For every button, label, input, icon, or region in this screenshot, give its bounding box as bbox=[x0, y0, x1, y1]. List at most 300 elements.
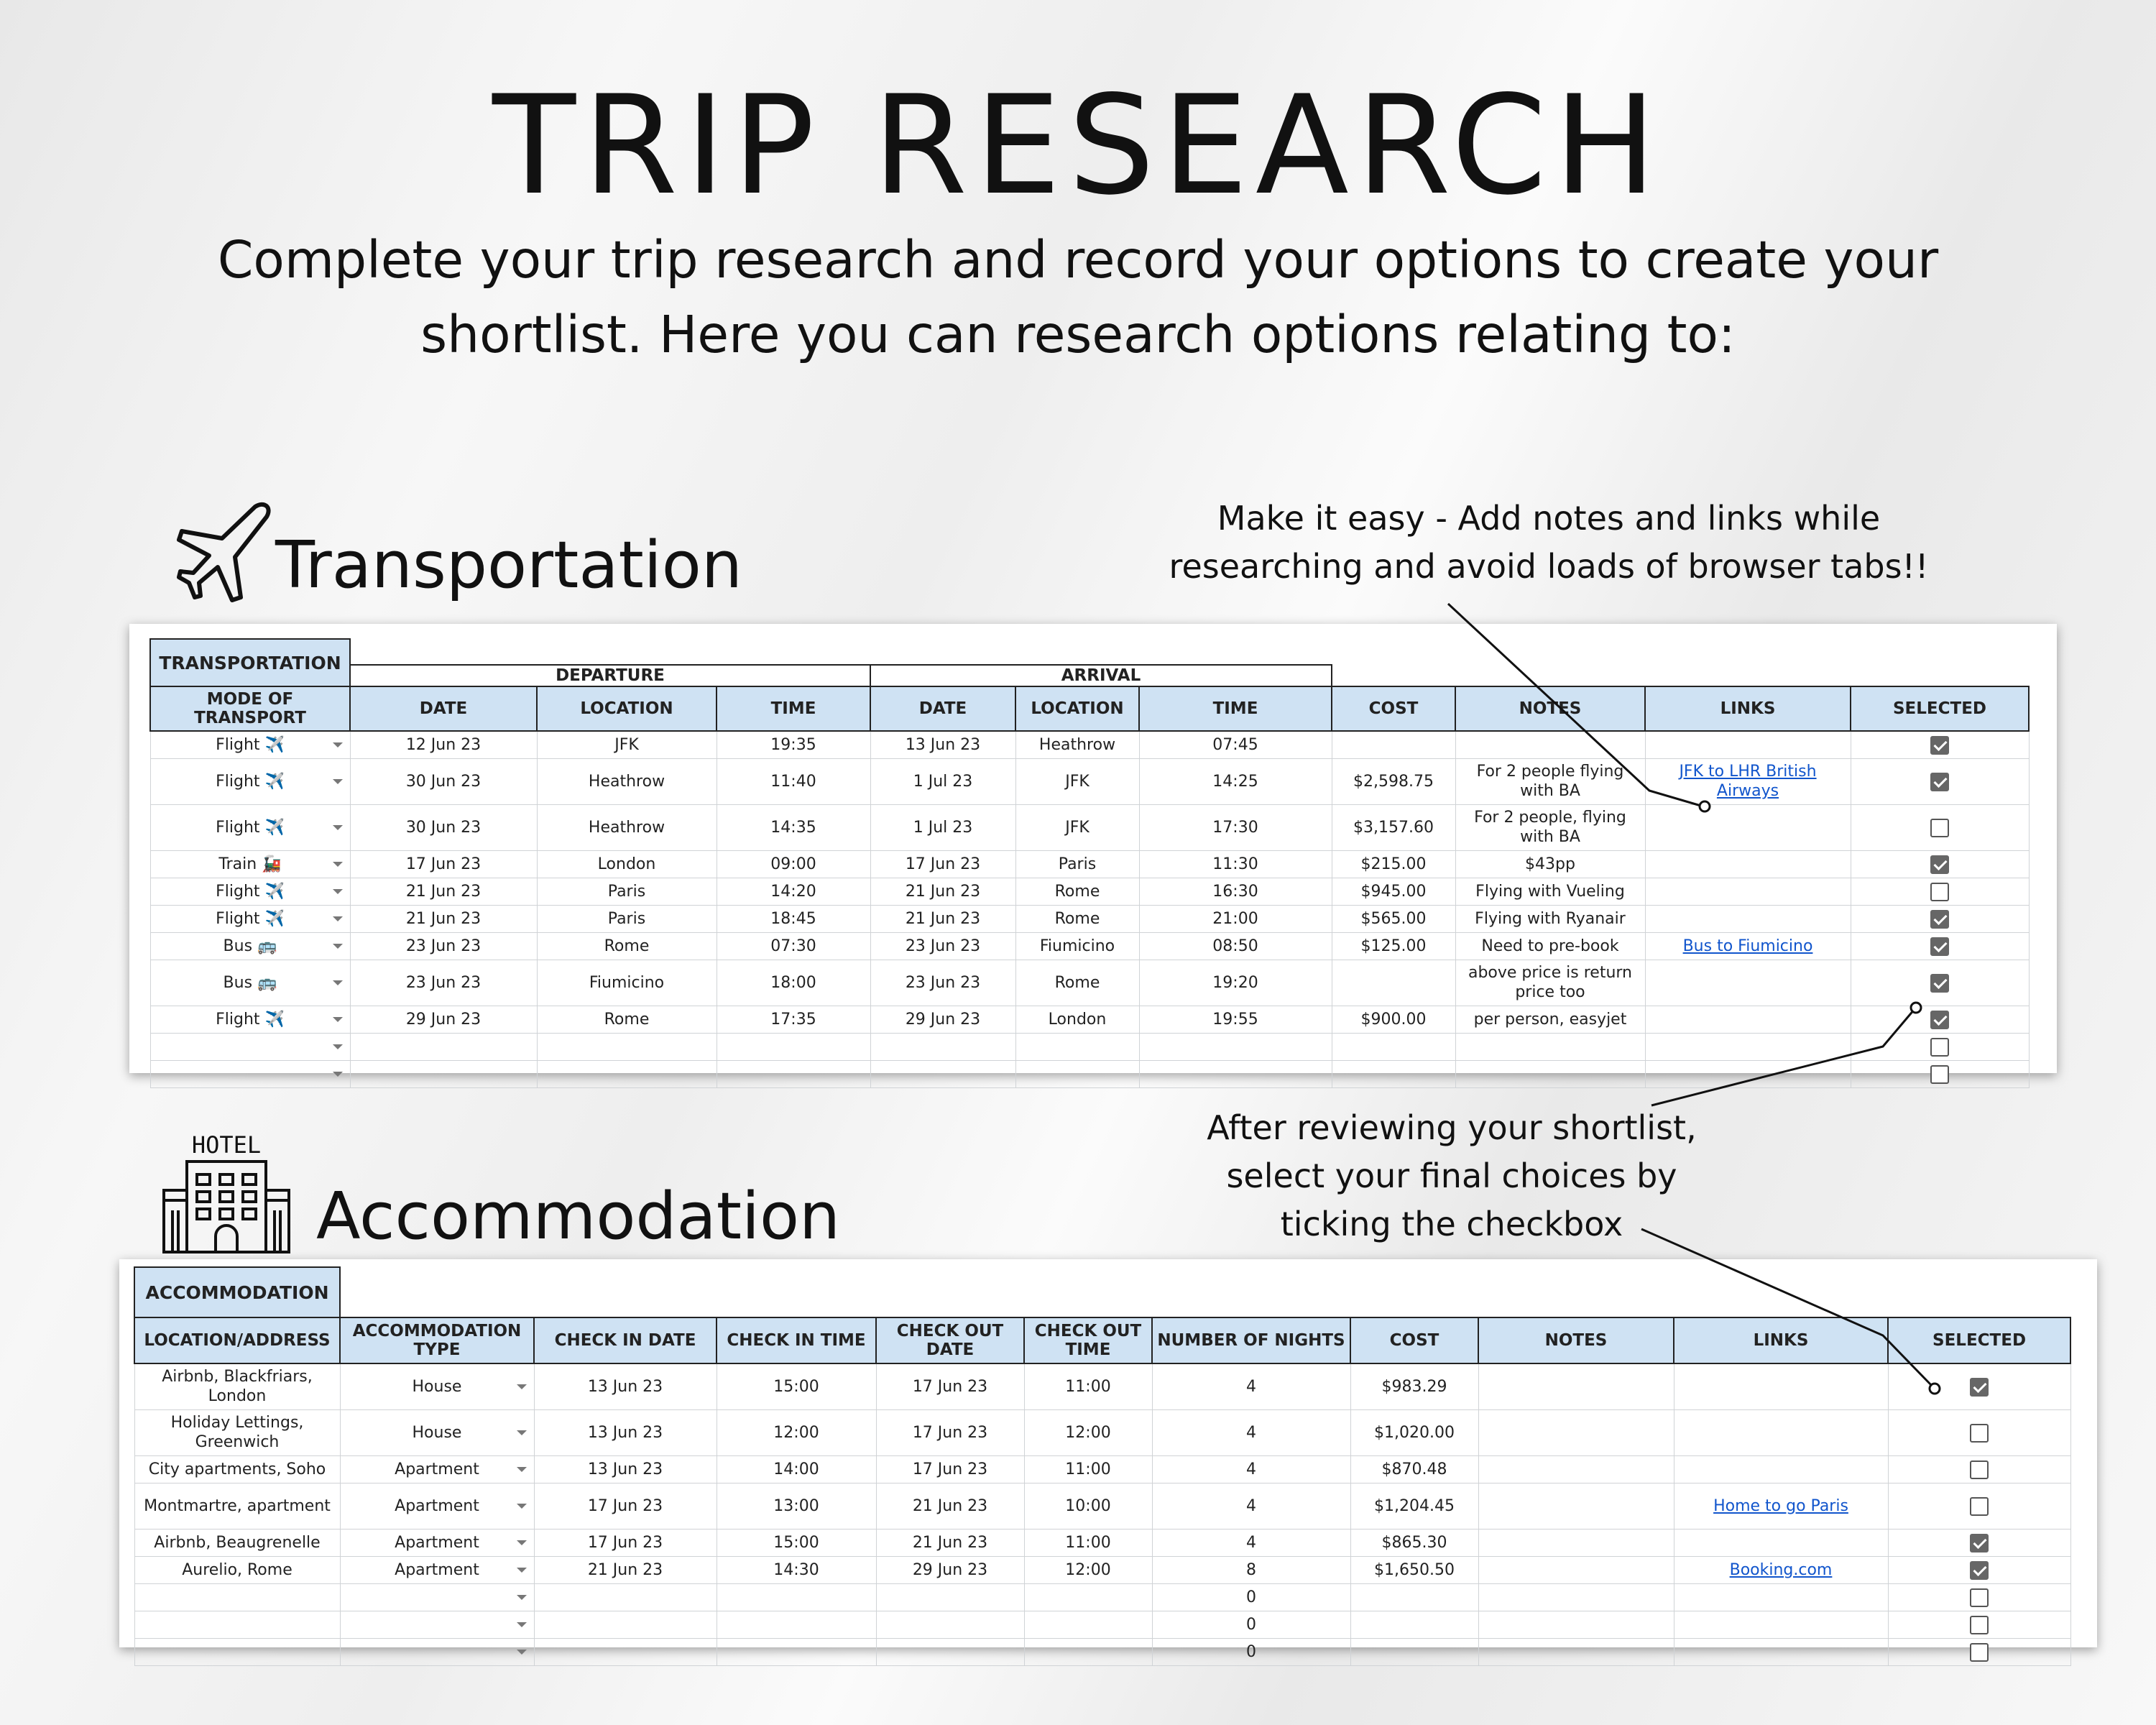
location-cell[interactable] bbox=[134, 1638, 340, 1665]
transportation-table bbox=[149, 638, 2030, 1088]
check-out-time-cell[interactable] bbox=[1024, 1638, 1152, 1665]
cost-cell[interactable] bbox=[1332, 960, 1455, 1006]
column-header: COST bbox=[1350, 1317, 1478, 1363]
departure-location-cell[interactable]: Paris bbox=[537, 905, 717, 932]
departure-time-cell[interactable]: 17:35 bbox=[717, 1006, 870, 1033]
selected-cell[interactable] bbox=[1888, 1556, 2070, 1583]
departure-location-cell[interactable] bbox=[537, 1033, 717, 1060]
cost-cell[interactable]: $900.00 bbox=[1332, 1006, 1455, 1033]
check-in-date-cell[interactable]: 13 Jun 23 bbox=[534, 1409, 717, 1455]
selected-checkbox[interactable] bbox=[1970, 1616, 1989, 1634]
departure-time-cell[interactable]: 07:30 bbox=[717, 932, 870, 960]
chevron-down-icon[interactable] bbox=[333, 1044, 343, 1049]
cost-cell[interactable]: $865.30 bbox=[1350, 1529, 1478, 1556]
chevron-down-icon[interactable] bbox=[517, 1384, 527, 1389]
departure-time-cell[interactable]: 18:00 bbox=[717, 960, 870, 1006]
table-row bbox=[134, 1529, 2070, 1556]
notes-cell[interactable] bbox=[1478, 1483, 1674, 1529]
column-header: NUMBER OF NIGHTS bbox=[1152, 1317, 1350, 1363]
type-cell[interactable] bbox=[340, 1529, 534, 1556]
mode-cell[interactable] bbox=[150, 960, 350, 1006]
arrival-location-cell[interactable]: Heathrow bbox=[1015, 731, 1139, 758]
check-in-time-cell[interactable]: 15:00 bbox=[717, 1363, 876, 1409]
nights-cell: 0 bbox=[1152, 1611, 1350, 1638]
check-out-time-cell[interactable]: 11:00 bbox=[1024, 1455, 1152, 1483]
notes-cell[interactable]: Flying with Vueling bbox=[1455, 878, 1645, 905]
links-cell[interactable] bbox=[1645, 1033, 1851, 1060]
accommodation-section-title: Accommodation bbox=[316, 1179, 841, 1254]
mode-cell[interactable] bbox=[150, 804, 350, 850]
type-cell[interactable] bbox=[340, 1611, 534, 1638]
arrival-location-cell[interactable]: London bbox=[1015, 1006, 1139, 1033]
mode-value: Bus 🚌 bbox=[223, 937, 277, 955]
selected-cell[interactable] bbox=[1851, 1006, 2029, 1033]
selected-checkbox[interactable] bbox=[1930, 855, 1949, 874]
arrival-date-cell[interactable]: 1 Jul 23 bbox=[870, 804, 1015, 850]
selected-cell[interactable] bbox=[1851, 932, 2029, 960]
selected-cell[interactable] bbox=[1851, 960, 2029, 1006]
departure-location-cell[interactable]: JFK bbox=[537, 731, 717, 758]
links-cell[interactable] bbox=[1674, 1529, 1888, 1556]
departure-location-cell[interactable]: Heathrow bbox=[537, 758, 717, 804]
departure-time-cell[interactable]: 14:20 bbox=[717, 878, 870, 905]
selected-cell[interactable] bbox=[1851, 878, 2029, 905]
mode-cell[interactable] bbox=[150, 1060, 350, 1087]
selected-checkbox[interactable] bbox=[1930, 1065, 1949, 1084]
column-header: DATE bbox=[350, 686, 537, 731]
departure-location-cell[interactable]: Heathrow bbox=[537, 804, 717, 850]
arrival-location-cell[interactable]: JFK bbox=[1015, 758, 1139, 804]
notes-cell[interactable] bbox=[1455, 731, 1645, 758]
arrival-date-cell[interactable] bbox=[870, 1033, 1015, 1060]
accommodation-table bbox=[134, 1266, 2071, 1666]
arrival-time-cell[interactable]: 19:55 bbox=[1139, 1006, 1332, 1033]
column-header: CHECK OUT TIME bbox=[1024, 1317, 1152, 1363]
check-in-time-cell[interactable]: 14:00 bbox=[717, 1455, 876, 1483]
link[interactable]: Home to go Paris bbox=[1713, 1496, 1848, 1515]
chevron-down-icon[interactable] bbox=[333, 779, 343, 784]
chevron-down-icon[interactable] bbox=[333, 862, 343, 867]
notes-cell[interactable]: Need to pre-book bbox=[1455, 932, 1645, 960]
selected-checkbox[interactable] bbox=[1970, 1460, 1989, 1479]
transportation-sheet bbox=[129, 624, 2057, 1073]
column-header: LOCATION bbox=[1015, 686, 1139, 731]
selected-cell[interactable] bbox=[1888, 1611, 2070, 1638]
check-in-date-cell[interactable]: 21 Jun 23 bbox=[534, 1556, 717, 1583]
check-in-date-cell[interactable]: 17 Jun 23 bbox=[534, 1483, 717, 1529]
selected-cell[interactable] bbox=[1851, 758, 2029, 804]
callout-line: researching and avoid loads of browser tabs!! bbox=[1169, 547, 1929, 586]
departure-time-cell[interactable]: 19:35 bbox=[717, 731, 870, 758]
departure-date-cell[interactable] bbox=[350, 1033, 537, 1060]
mode-cell[interactable] bbox=[150, 1033, 350, 1060]
cost-cell[interactable]: $945.00 bbox=[1332, 878, 1455, 905]
arrival-date-cell[interactable]: 21 Jun 23 bbox=[870, 878, 1015, 905]
cost-cell[interactable]: $125.00 bbox=[1332, 932, 1455, 960]
selected-cell[interactable] bbox=[1888, 1583, 2070, 1611]
selected-cell[interactable] bbox=[1888, 1409, 2070, 1455]
check-in-date-cell[interactable]: 13 Jun 23 bbox=[534, 1455, 717, 1483]
links-cell[interactable] bbox=[1674, 1638, 1888, 1665]
selected-cell[interactable] bbox=[1851, 905, 2029, 932]
selected-cell[interactable] bbox=[1888, 1638, 2070, 1665]
transportation-label: TRANSPORTATION bbox=[150, 639, 350, 686]
departure-time-cell[interactable]: 18:45 bbox=[717, 905, 870, 932]
column-header: LINKS bbox=[1645, 686, 1851, 731]
cost-cell[interactable]: $1,020.00 bbox=[1350, 1409, 1478, 1455]
arrival-date-cell[interactable]: 21 Jun 23 bbox=[870, 905, 1015, 932]
arrival-time-cell[interactable] bbox=[1139, 1060, 1332, 1087]
chevron-down-icon[interactable] bbox=[517, 1595, 527, 1600]
chevron-down-icon[interactable] bbox=[517, 1622, 527, 1627]
chevron-down-icon[interactable] bbox=[517, 1430, 527, 1435]
column-header: ACCOMMODATION TYPE bbox=[340, 1317, 534, 1363]
cost-cell[interactable] bbox=[1332, 1033, 1455, 1060]
chevron-down-icon[interactable] bbox=[333, 916, 343, 921]
selected-checkbox[interactable] bbox=[1970, 1378, 1989, 1397]
links-cell[interactable] bbox=[1674, 1363, 1888, 1409]
type-cell[interactable] bbox=[340, 1556, 534, 1583]
arrival-location-cell[interactable]: Rome bbox=[1015, 878, 1139, 905]
notes-cell[interactable] bbox=[1478, 1363, 1674, 1409]
check-out-time-cell[interactable] bbox=[1024, 1583, 1152, 1611]
mode-cell[interactable] bbox=[150, 878, 350, 905]
check-out-date-cell[interactable]: 17 Jun 23 bbox=[876, 1455, 1024, 1483]
selected-checkbox[interactable] bbox=[1930, 1011, 1949, 1029]
notes-cell[interactable]: For 2 people, flying with BA bbox=[1455, 804, 1645, 850]
chevron-down-icon[interactable] bbox=[333, 825, 343, 830]
links-cell[interactable] bbox=[1645, 1060, 1851, 1087]
check-in-date-cell[interactable]: 17 Jun 23 bbox=[534, 1529, 717, 1556]
type-cell[interactable] bbox=[340, 1455, 534, 1483]
table-row bbox=[150, 731, 2029, 758]
departure-location-cell[interactable]: Rome bbox=[537, 932, 717, 960]
arrival-date-cell[interactable]: 1 Jul 23 bbox=[870, 758, 1015, 804]
location-cell[interactable]: Airbnb, Beaugrenelle bbox=[134, 1529, 340, 1556]
cost-cell[interactable] bbox=[1350, 1611, 1478, 1638]
check-out-date-cell[interactable]: 17 Jun 23 bbox=[876, 1409, 1024, 1455]
departure-time-cell[interactable]: 11:40 bbox=[717, 758, 870, 804]
cost-cell[interactable]: $3,157.60 bbox=[1332, 804, 1455, 850]
mode-cell[interactable] bbox=[150, 731, 350, 758]
chevron-down-icon[interactable] bbox=[333, 889, 343, 894]
check-out-time-cell[interactable]: 12:00 bbox=[1024, 1556, 1152, 1583]
mode-cell[interactable] bbox=[150, 850, 350, 878]
departure-location-cell[interactable]: Fiumicino bbox=[537, 960, 717, 1006]
cost-cell[interactable]: $1,204.45 bbox=[1350, 1483, 1478, 1529]
selected-cell[interactable] bbox=[1851, 804, 2029, 850]
links-cell[interactable] bbox=[1674, 1556, 1888, 1583]
accommodation-label: ACCOMMODATION bbox=[134, 1267, 340, 1317]
departure-time-cell[interactable]: 14:35 bbox=[717, 804, 870, 850]
selected-cell[interactable] bbox=[1851, 731, 2029, 758]
arrival-location-cell[interactable] bbox=[1015, 1033, 1139, 1060]
selected-cell[interactable] bbox=[1851, 850, 2029, 878]
notes-cell[interactable] bbox=[1478, 1455, 1674, 1483]
table-row bbox=[134, 1455, 2070, 1483]
links-cell[interactable] bbox=[1645, 878, 1851, 905]
departure-location-cell[interactable]: London bbox=[537, 850, 717, 878]
location-cell[interactable]: City apartments, Soho bbox=[134, 1455, 340, 1483]
selected-cell[interactable] bbox=[1888, 1455, 2070, 1483]
departure-location-cell[interactable] bbox=[537, 1060, 717, 1087]
check-in-time-cell[interactable]: 15:00 bbox=[717, 1529, 876, 1556]
departure-date-cell[interactable]: 17 Jun 23 bbox=[350, 850, 537, 878]
arrival-time-cell[interactable] bbox=[1139, 1033, 1332, 1060]
arrival-location-cell[interactable]: Rome bbox=[1015, 960, 1139, 1006]
departure-date-cell[interactable]: 12 Jun 23 bbox=[350, 731, 537, 758]
check-out-time-cell[interactable]: 12:00 bbox=[1024, 1409, 1152, 1455]
nights-cell: 0 bbox=[1152, 1638, 1350, 1665]
arrival-location-cell[interactable] bbox=[1015, 1060, 1139, 1087]
check-out-time-cell[interactable] bbox=[1024, 1611, 1152, 1638]
selected-cell[interactable] bbox=[1851, 1033, 2029, 1060]
location-cell[interactable] bbox=[134, 1611, 340, 1638]
hotel-icon bbox=[158, 1131, 295, 1254]
links-cell[interactable] bbox=[1645, 850, 1851, 878]
notes-cell[interactable]: per person, easyjet bbox=[1455, 1006, 1645, 1033]
arrival-date-cell[interactable]: 29 Jun 23 bbox=[870, 1006, 1015, 1033]
selected-checkbox[interactable] bbox=[1930, 883, 1949, 901]
check-in-time-cell[interactable] bbox=[717, 1638, 876, 1665]
notes-cell[interactable] bbox=[1478, 1529, 1674, 1556]
links-cell[interactable] bbox=[1645, 932, 1851, 960]
chevron-down-icon[interactable] bbox=[517, 1467, 527, 1472]
arrival-time-cell[interactable]: 14:25 bbox=[1139, 758, 1332, 804]
mode-value: Flight ✈️ bbox=[216, 735, 285, 754]
mode-value: Flight ✈️ bbox=[216, 882, 285, 901]
check-in-date-cell[interactable]: 13 Jun 23 bbox=[534, 1363, 717, 1409]
type-value: Apartment bbox=[395, 1560, 479, 1579]
departure-location-cell[interactable]: Rome bbox=[537, 1006, 717, 1033]
departure-date-cell[interactable]: 30 Jun 23 bbox=[350, 804, 537, 850]
arrival-date-cell[interactable]: 23 Jun 23 bbox=[870, 960, 1015, 1006]
departure-date-cell[interactable]: 29 Jun 23 bbox=[350, 1006, 537, 1033]
chevron-down-icon[interactable] bbox=[333, 1017, 343, 1022]
arrival-time-cell[interactable]: 11:30 bbox=[1139, 850, 1332, 878]
arrival-date-cell[interactable]: 23 Jun 23 bbox=[870, 932, 1015, 960]
arrival-location-cell[interactable]: Fiumicino bbox=[1015, 932, 1139, 960]
check-in-time-cell[interactable] bbox=[717, 1611, 876, 1638]
check-in-date-cell[interactable] bbox=[534, 1638, 717, 1665]
check-out-date-cell[interactable] bbox=[876, 1583, 1024, 1611]
selected-checkbox[interactable] bbox=[1970, 1643, 1989, 1662]
links-cell[interactable] bbox=[1674, 1583, 1888, 1611]
links-cell[interactable] bbox=[1645, 804, 1851, 850]
departure-time-cell[interactable] bbox=[717, 1033, 870, 1060]
cost-cell[interactable]: $983.29 bbox=[1350, 1363, 1478, 1409]
links-cell[interactable] bbox=[1645, 905, 1851, 932]
arrival-location-cell[interactable]: JFK bbox=[1015, 804, 1139, 850]
arrival-time-cell[interactable]: 17:30 bbox=[1139, 804, 1332, 850]
notes-cell[interactable] bbox=[1455, 1033, 1645, 1060]
type-cell[interactable] bbox=[340, 1638, 534, 1665]
links-cell[interactable] bbox=[1645, 960, 1851, 1006]
selected-checkbox[interactable] bbox=[1970, 1561, 1989, 1580]
selected-checkbox[interactable] bbox=[1970, 1424, 1989, 1443]
cost-cell[interactable]: $2,598.75 bbox=[1332, 758, 1455, 804]
mode-cell[interactable] bbox=[150, 932, 350, 960]
chevron-down-icon[interactable] bbox=[517, 1568, 527, 1573]
chevron-down-icon[interactable] bbox=[333, 944, 343, 949]
notes-cell[interactable]: For 2 people flying with BA bbox=[1455, 758, 1645, 804]
departure-date-cell[interactable]: 30 Jun 23 bbox=[350, 758, 537, 804]
type-cell[interactable] bbox=[340, 1363, 534, 1409]
arrival-time-cell[interactable]: 08:50 bbox=[1139, 932, 1332, 960]
chevron-down-icon[interactable] bbox=[333, 742, 343, 748]
location-cell[interactable]: Holiday Lettings, Greenwich bbox=[134, 1409, 340, 1455]
departure-time-cell[interactable]: 09:00 bbox=[717, 850, 870, 878]
mode-cell[interactable] bbox=[150, 905, 350, 932]
select-callout bbox=[1150, 1104, 1754, 1248]
link[interactable]: Booking.com bbox=[1729, 1560, 1833, 1579]
arrival-date-cell[interactable]: 17 Jun 23 bbox=[870, 850, 1015, 878]
location-cell[interactable]: Aurelio, Rome bbox=[134, 1556, 340, 1583]
arrival-location-cell[interactable]: Paris bbox=[1015, 850, 1139, 878]
airplane-icon bbox=[175, 500, 275, 604]
check-in-time-cell[interactable]: 12:00 bbox=[717, 1409, 876, 1455]
cost-cell[interactable] bbox=[1350, 1583, 1478, 1611]
chevron-down-icon[interactable] bbox=[517, 1504, 527, 1509]
arrival-time-cell[interactable]: 16:30 bbox=[1139, 878, 1332, 905]
selected-checkbox[interactable] bbox=[1970, 1497, 1989, 1516]
chevron-down-icon[interactable] bbox=[517, 1650, 527, 1655]
selected-checkbox[interactable] bbox=[1970, 1534, 1989, 1552]
check-out-time-cell[interactable]: 11:00 bbox=[1024, 1529, 1152, 1556]
column-header: NOTES bbox=[1478, 1317, 1674, 1363]
check-in-time-cell[interactable]: 14:30 bbox=[717, 1556, 876, 1583]
check-out-date-cell[interactable]: 21 Jun 23 bbox=[876, 1483, 1024, 1529]
cost-cell[interactable]: $565.00 bbox=[1332, 905, 1455, 932]
notes-cell[interactable]: above price is return price too bbox=[1455, 960, 1645, 1006]
selected-checkbox[interactable] bbox=[1930, 910, 1949, 929]
departure-date-cell[interactable]: 21 Jun 23 bbox=[350, 878, 537, 905]
cost-cell[interactable]: $215.00 bbox=[1332, 850, 1455, 878]
column-header: LOCATION/ADDRESS bbox=[134, 1317, 340, 1363]
selected-cell[interactable] bbox=[1888, 1483, 2070, 1529]
links-cell[interactable] bbox=[1645, 1006, 1851, 1033]
table-row bbox=[150, 1060, 2029, 1087]
mode-cell[interactable] bbox=[150, 1006, 350, 1033]
cost-cell[interactable] bbox=[1350, 1638, 1478, 1665]
notes-cell[interactable] bbox=[1478, 1409, 1674, 1455]
cost-cell[interactable]: $1,650.50 bbox=[1350, 1556, 1478, 1583]
notes-cell[interactable] bbox=[1455, 1060, 1645, 1087]
type-cell[interactable] bbox=[340, 1409, 534, 1455]
notes-cell[interactable] bbox=[1478, 1638, 1674, 1665]
links-cell[interactable] bbox=[1674, 1455, 1888, 1483]
departure-time-cell[interactable] bbox=[717, 1060, 870, 1087]
arrival-time-cell[interactable]: 21:00 bbox=[1139, 905, 1332, 932]
departure-date-cell[interactable]: 23 Jun 23 bbox=[350, 932, 537, 960]
selected-checkbox[interactable] bbox=[1930, 1038, 1949, 1057]
type-cell[interactable] bbox=[340, 1483, 534, 1529]
column-header: TIME bbox=[1139, 686, 1332, 731]
check-out-date-cell[interactable]: 21 Jun 23 bbox=[876, 1529, 1024, 1556]
mode-cell[interactable] bbox=[150, 758, 350, 804]
callout-line: ticking the checkbox bbox=[1280, 1205, 1623, 1243]
mode-value: Bus 🚌 bbox=[223, 973, 277, 992]
check-in-date-cell[interactable] bbox=[534, 1611, 717, 1638]
location-cell[interactable] bbox=[134, 1583, 340, 1611]
nights-cell: 4 bbox=[1152, 1455, 1350, 1483]
link[interactable]: Bus to Fiumicino bbox=[1682, 937, 1813, 955]
arrival-group-header: ARRIVAL bbox=[870, 665, 1332, 686]
check-out-time-cell[interactable]: 11:00 bbox=[1024, 1363, 1152, 1409]
chevron-down-icon[interactable] bbox=[333, 980, 343, 985]
chevron-down-icon[interactable] bbox=[333, 1072, 343, 1077]
check-in-time-cell[interactable] bbox=[717, 1583, 876, 1611]
cost-cell[interactable] bbox=[1332, 1060, 1455, 1087]
check-out-date-cell[interactable] bbox=[876, 1638, 1024, 1665]
notes-cell[interactable]: Flying with Ryanair bbox=[1455, 905, 1645, 932]
type-cell[interactable] bbox=[340, 1583, 534, 1611]
links-cell[interactable] bbox=[1645, 731, 1851, 758]
check-out-date-cell[interactable]: 29 Jun 23 bbox=[876, 1556, 1024, 1583]
cost-cell[interactable] bbox=[1332, 731, 1455, 758]
notes-cell[interactable] bbox=[1478, 1611, 1674, 1638]
links-cell[interactable] bbox=[1674, 1611, 1888, 1638]
arrival-location-cell[interactable]: Rome bbox=[1015, 905, 1139, 932]
links-cell[interactable] bbox=[1674, 1409, 1888, 1455]
notes-cell[interactable] bbox=[1478, 1556, 1674, 1583]
check-in-time-cell[interactable]: 13:00 bbox=[717, 1483, 876, 1529]
check-out-date-cell[interactable] bbox=[876, 1611, 1024, 1638]
chevron-down-icon[interactable] bbox=[517, 1540, 527, 1545]
table-row bbox=[150, 878, 2029, 905]
column-header: CHECK IN DATE bbox=[534, 1317, 717, 1363]
location-cell[interactable]: Airbnb, Blackfriars, London bbox=[134, 1363, 340, 1409]
departure-date-cell[interactable]: 21 Jun 23 bbox=[350, 905, 537, 932]
selected-checkbox[interactable] bbox=[1970, 1588, 1989, 1607]
notes-cell[interactable]: $43pp bbox=[1455, 850, 1645, 878]
arrival-time-cell[interactable]: 07:45 bbox=[1139, 731, 1332, 758]
arrival-time-cell[interactable]: 19:20 bbox=[1139, 960, 1332, 1006]
notes-cell[interactable] bbox=[1478, 1583, 1674, 1611]
check-in-date-cell[interactable] bbox=[534, 1583, 717, 1611]
check-out-time-cell[interactable]: 10:00 bbox=[1024, 1483, 1152, 1529]
mode-value: Train 🚂 bbox=[218, 855, 282, 873]
selected-cell[interactable] bbox=[1888, 1363, 2070, 1409]
type-value: Apartment bbox=[395, 1533, 479, 1552]
accommodation-sheet bbox=[119, 1259, 2097, 1661]
type-value: House bbox=[412, 1423, 462, 1442]
column-header: SELECTED bbox=[1888, 1317, 2070, 1363]
column-header-row bbox=[134, 1317, 2070, 1363]
check-out-date-cell[interactable]: 17 Jun 23 bbox=[876, 1363, 1024, 1409]
location-cell[interactable]: Montmartre, apartment bbox=[134, 1483, 340, 1529]
links-cell[interactable] bbox=[1674, 1483, 1888, 1529]
link[interactable]: JFK to LHR British Airways bbox=[1679, 763, 1817, 800]
selected-cell[interactable] bbox=[1851, 1060, 2029, 1087]
departure-location-cell[interactable]: Paris bbox=[537, 878, 717, 905]
mode-value: Flight ✈️ bbox=[216, 909, 285, 928]
departure-date-cell[interactable] bbox=[350, 1060, 537, 1087]
arrival-date-cell[interactable]: 13 Jun 23 bbox=[870, 731, 1015, 758]
selected-cell[interactable] bbox=[1888, 1529, 2070, 1556]
cost-cell[interactable]: $870.48 bbox=[1350, 1455, 1478, 1483]
links-cell[interactable] bbox=[1645, 758, 1851, 804]
selected-checkbox[interactable] bbox=[1930, 736, 1949, 755]
nights-cell: 4 bbox=[1152, 1409, 1350, 1455]
departure-date-cell[interactable]: 23 Jun 23 bbox=[350, 960, 537, 1006]
selected-checkbox[interactable] bbox=[1930, 974, 1949, 993]
selected-checkbox[interactable] bbox=[1930, 773, 1949, 791]
selected-checkbox[interactable] bbox=[1930, 819, 1949, 837]
selected-checkbox[interactable] bbox=[1930, 937, 1949, 956]
nights-cell: 4 bbox=[1152, 1483, 1350, 1529]
arrival-date-cell[interactable] bbox=[870, 1060, 1015, 1087]
